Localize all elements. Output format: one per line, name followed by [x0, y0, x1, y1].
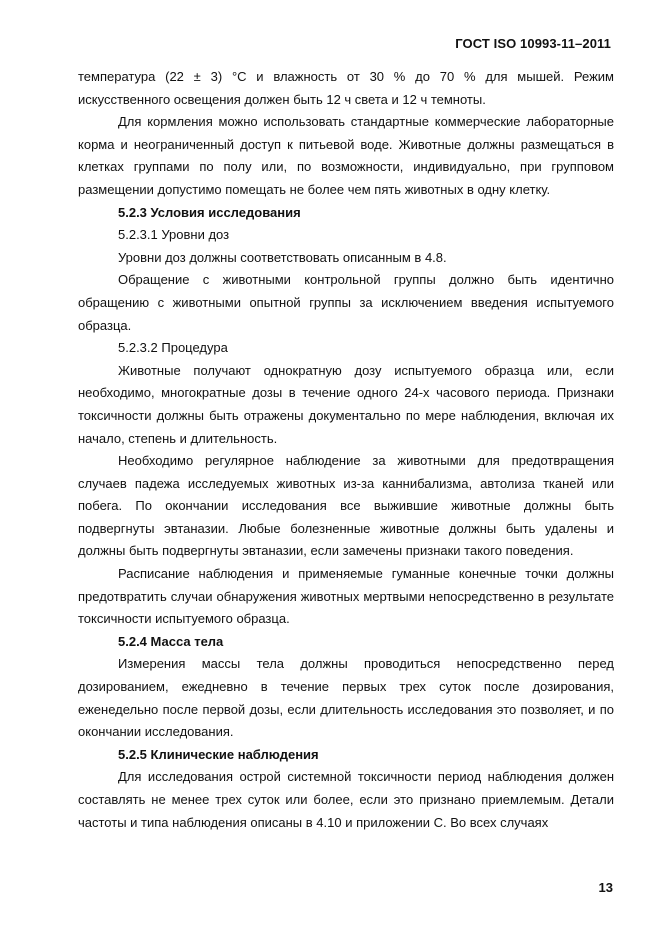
subsection-heading-5-2-3-1: 5.2.3.1 Уровни доз: [118, 227, 230, 243]
document-header-code: ГОСТ ISO 10993-11–2011: [455, 36, 611, 51]
paragraph-procedure: Животные получают однократную дозу испытуемого образца или, если необходимо, многократные дозы в течение одного 24-х часового периода. Признаки токсичности должны быть отражены документально по мере наблюдения, включая их начало, степень и длительность.: [78, 362, 614, 446]
paragraph-feeding: Для кормления можно использовать стандартные коммерческие лабораторные корма и неограниченный доступ к питьевой воде. Животные должны размещаться в клетках группами по полу или, по возможности, индивидуально, при групповом размещении допустимо помещать не более чем пять животных в одну клетку.: [78, 114, 614, 197]
paragraph-dose-levels: Уровни доз должны соответствовать описанным в 4.8.: [118, 249, 447, 265]
paragraph-clinical-observations: Для исследования острой системной токсичности период наблюдения должен составлять не менее трех суток или более, если это признано приемлемым. Детали частоты и типа наблюдения описаны в 4.10 и приложении С. Во всех случаях: [78, 769, 614, 830]
page-number: 13: [598, 880, 613, 895]
paragraph-control-group: Обращение с животными контрольной группы должно быть идентично обращению с животными опытной группы за исключением введения испытуемого образца.: [78, 272, 614, 333]
paragraph-schedule: Расписание наблюдения и применяемые гуманные конечные точки должны предотвратить случаи обнаружения животных мертвыми непосредственно в результате токсичности испытуемого образца.: [78, 566, 614, 627]
paragraph-observation: Необходимо регулярное наблюдение за животными для предотвращения случаев падежа исследуемых животных из-за каннибализма, автолиза тканей или побега. По окончании исследования все выжившие животные должны быть подвергнуты эвтаназии. Любые болезненные животные должны быть удалены и должны быть подвергнуты эвтаназии, если замечены признаки такого поведения.: [78, 453, 614, 559]
subsection-heading-5-2-3-2: 5.2.3.2 Процедура: [118, 340, 228, 356]
section-heading-5-2-4: 5.2.4 Масса тела: [118, 633, 224, 649]
paragraph-body-weight: Измерения массы тела должны проводиться непосредственно перед дозированием, ежедневно в течение первых трех суток после дозирования, еженедельно после первой дозы, если длительность исследования это позволяет, и по окончании исследования.: [78, 656, 614, 740]
paragraph-conditions-continued: температура (22 ± 3) °С и влажность от 30 % до 70 % для мышей. Режим искусственного освещения должен быть 12 ч света и 12 ч темноты.: [78, 69, 614, 107]
document-body: [78, 66, 614, 834]
section-heading-5-2-5: 5.2.5 Клинические наблюдения: [118, 746, 319, 762]
section-heading-5-2-3: 5.2.3 Условия исследования: [118, 204, 301, 220]
